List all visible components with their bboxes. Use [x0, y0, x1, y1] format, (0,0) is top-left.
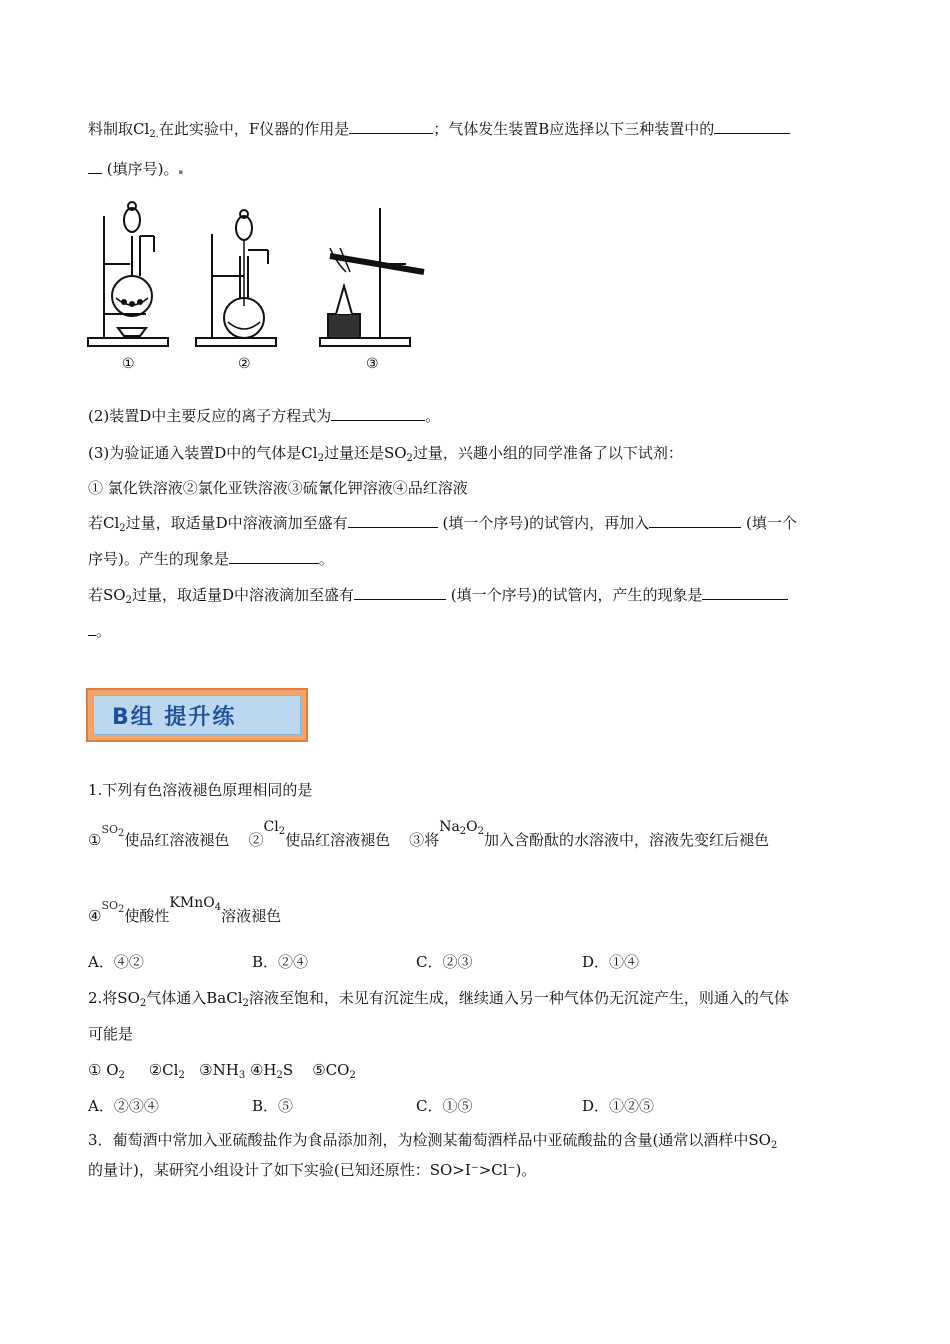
q-cl2-excess: 若$Cl_2$过量，取适量D中溶液滴加至盛有 (填一个序号)的试管内，再加入 (填一个	[88, 514, 797, 534]
q1-items: $①SO_2$使品红溶液褪色 $②Cl_2$使品红溶液褪色 ③将$Na_2O_2$加入含酚酞的水溶液中，溶液先变红后褪色	[88, 819, 770, 849]
answer-blank[interactable]	[88, 620, 96, 636]
answer-blank[interactable]	[229, 548, 319, 564]
q-part-3: (3)为验证通入装置D中的气体是$Cl_2$过量还是$SO_2$过量，兴趣小组的同学准备了以下试剂：	[88, 444, 683, 464]
q-cl2-phenomenon: 序号)。产生的现象是 。	[88, 550, 334, 568]
answer-blank[interactable]	[88, 158, 102, 174]
q-part-2: (2)装置D中主要反应的离子方程式为 。	[88, 407, 441, 425]
q2-option-a[interactable]: A．②③④	[88, 1097, 159, 1115]
answer-blank[interactable]	[702, 584, 788, 600]
q1-option-d[interactable]: D．①④	[582, 953, 640, 971]
q-so2-excess: 若$SO_2$过量，取适量D中溶液滴加至盛有 (填一个序号)的试管内，产生的现象是	[88, 584, 788, 605]
q2-option-b[interactable]: B．⑤	[252, 1097, 294, 1115]
fig-label-1: ①	[122, 356, 135, 372]
section-title: B组 提升练	[93, 695, 301, 735]
q2-stem-2: 可能是	[88, 1025, 134, 1043]
answer-blank[interactable]	[649, 512, 741, 528]
q3-stem-2: 的量计)，某研究小组设计了如下实验(已知还原性：SO>I⁻>Cl⁻)。	[88, 1161, 537, 1179]
apparatus-figure	[84, 186, 444, 376]
q2-choices: ① $O_2$ $②Cl_2$ $③NH_3$ $④H_2S$ $⑤CO_2$	[88, 1061, 356, 1081]
q2-option-c[interactable]: C．①⑤	[416, 1097, 473, 1115]
q1-stem: 1.下列有色溶液褪色原理相同的是	[88, 781, 313, 799]
reagent-list: ① 氯化铁溶液②氯化亚铁溶液③硫氰化钾溶液④品红溶液	[88, 479, 468, 497]
answer-blank[interactable]	[348, 512, 438, 528]
q2-stem: 2.将$SO_2$气体通入BaCl$_2$溶液至饱和，未见有沉淀生成，继续通入另一种气体仍无沉淀产生，则通入的气体	[88, 989, 789, 1009]
answer-blank[interactable]	[349, 118, 433, 134]
section-banner	[86, 688, 308, 742]
answer-blank[interactable]	[331, 405, 425, 421]
fig-label-2: ②	[238, 356, 251, 372]
fig-label-3: ③	[366, 356, 379, 372]
q-line-1: 料制取$Cl_{2.}$在此实验中，F仪器的作用是 ；气体发生装置B应选择以下三种装置中的	[88, 118, 790, 139]
q-line-2: (填序号)。▪	[88, 158, 183, 182]
q2-option-d[interactable]: D．①②⑤	[582, 1097, 655, 1115]
q1-option-b[interactable]: B．②④	[252, 953, 309, 971]
answer-blank[interactable]	[354, 584, 446, 600]
answer-blank[interactable]	[714, 118, 790, 134]
q-so2-end: 。	[88, 620, 111, 641]
q1-option-c[interactable]: C．②③	[416, 953, 473, 971]
q3-stem: 3．葡萄酒中常加入亚硫酸盐作为食品添加剂，为检测某葡萄酒样品中亚硫酸盐的含量(通常以酒样中$SO_2$	[88, 1131, 778, 1151]
q1-option-a[interactable]: A．④②	[88, 953, 144, 971]
q1-item-4: $④SO_2$使酸性KMnO$_4$溶液褪色	[88, 895, 282, 925]
